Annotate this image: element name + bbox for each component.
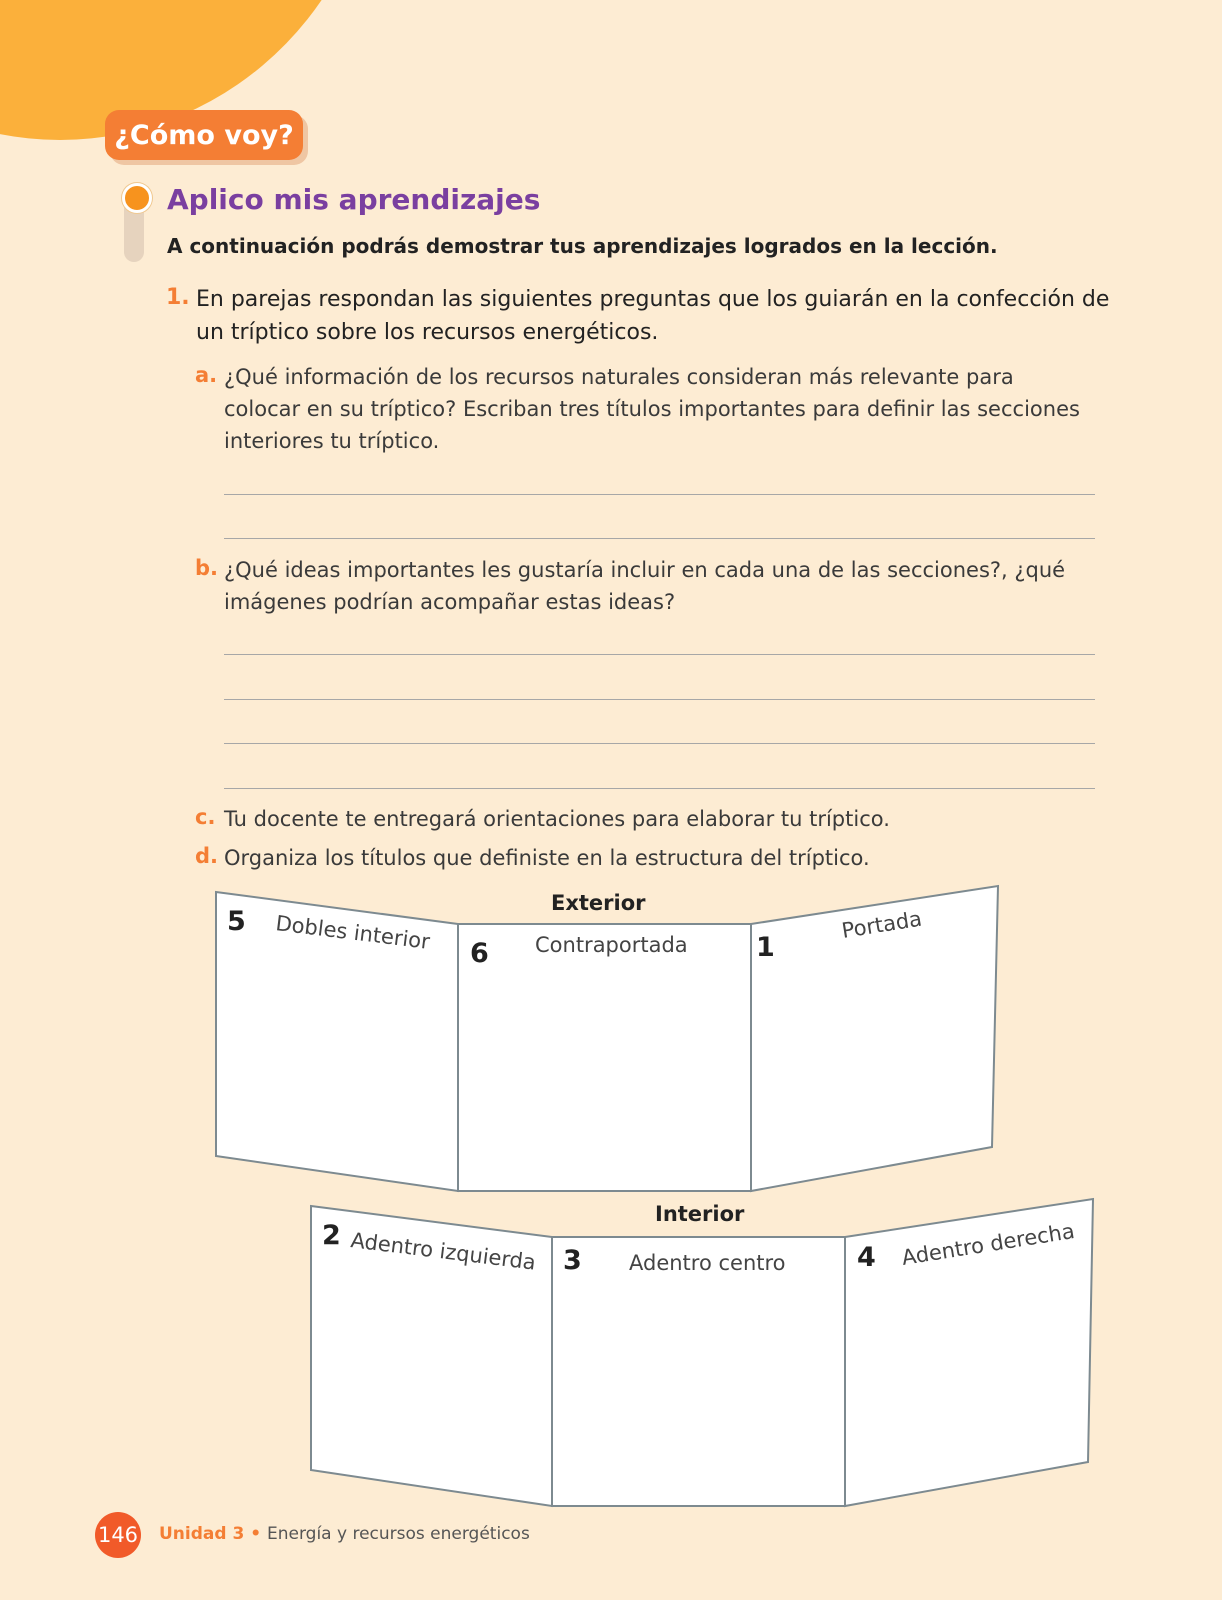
panel-number: 5 <box>227 906 246 937</box>
page-number: 146 <box>95 1512 141 1558</box>
footer-topic: Energía y recursos energéticos <box>267 1524 530 1544</box>
footer-text <box>159 1524 530 1544</box>
interior-panel-3[interactable] <box>552 1237 845 1506</box>
section-title: Aplico mis aprendizajes <box>167 183 541 216</box>
section-badge: ¿Cómo voy? <box>105 110 303 160</box>
item-d-text: Organiza los títulos que definiste en la estructura del tríptico. <box>224 846 870 870</box>
exterior-panel-6[interactable] <box>458 924 751 1191</box>
intro-text: A continuación podrás demostrar tus aprendizajes logrados en la lección. <box>167 234 998 258</box>
panel-number: 6 <box>470 938 489 969</box>
panel-label: Portada <box>840 906 924 943</box>
panel-label: Dobles interior <box>274 911 432 954</box>
panel-label: Adentro derecha <box>900 1218 1077 1270</box>
panel-label: Contraportada <box>535 933 688 957</box>
exterior-title: Exterior <box>551 891 646 915</box>
panel-label: Adentro centro <box>629 1251 786 1275</box>
panel-number: 2 <box>322 1220 341 1251</box>
question-text: En parejas respondan las siguientes preguntas que los guiarán en la confección de un tríptico sobre los recursos energéticos. <box>196 287 1110 345</box>
item-a-text: ¿Qué información de los recursos naturales consideran más relevante para colocar en su tríptico? Escriban tres títulos importantes para definir las secciones interiores tu tríptico. <box>224 365 1080 453</box>
panel-number: 3 <box>563 1245 582 1276</box>
item-d-letter: d. <box>195 844 219 868</box>
panel-number: 1 <box>756 932 775 963</box>
footer-separator: • <box>244 1524 267 1544</box>
interior-title: Interior <box>655 1202 745 1226</box>
item-a-letter: a. <box>195 363 218 387</box>
question-number: 1. <box>166 285 190 310</box>
item-c-text: Tu docente te entregará orientaciones para elaborar tu tríptico. <box>224 807 890 831</box>
item-b-letter: b. <box>195 556 219 580</box>
item-c-letter: c. <box>195 805 216 829</box>
panel-label: Adentro izquierda <box>349 1228 538 1275</box>
item-b-text: ¿Qué ideas importantes les gustaría incluir en cada una de las secciones?, ¿qué imágenes podrían acompañar estas ideas? <box>224 558 1066 614</box>
panel-number: 4 <box>857 1242 876 1273</box>
footer-unit: Unidad 3 <box>159 1524 245 1544</box>
